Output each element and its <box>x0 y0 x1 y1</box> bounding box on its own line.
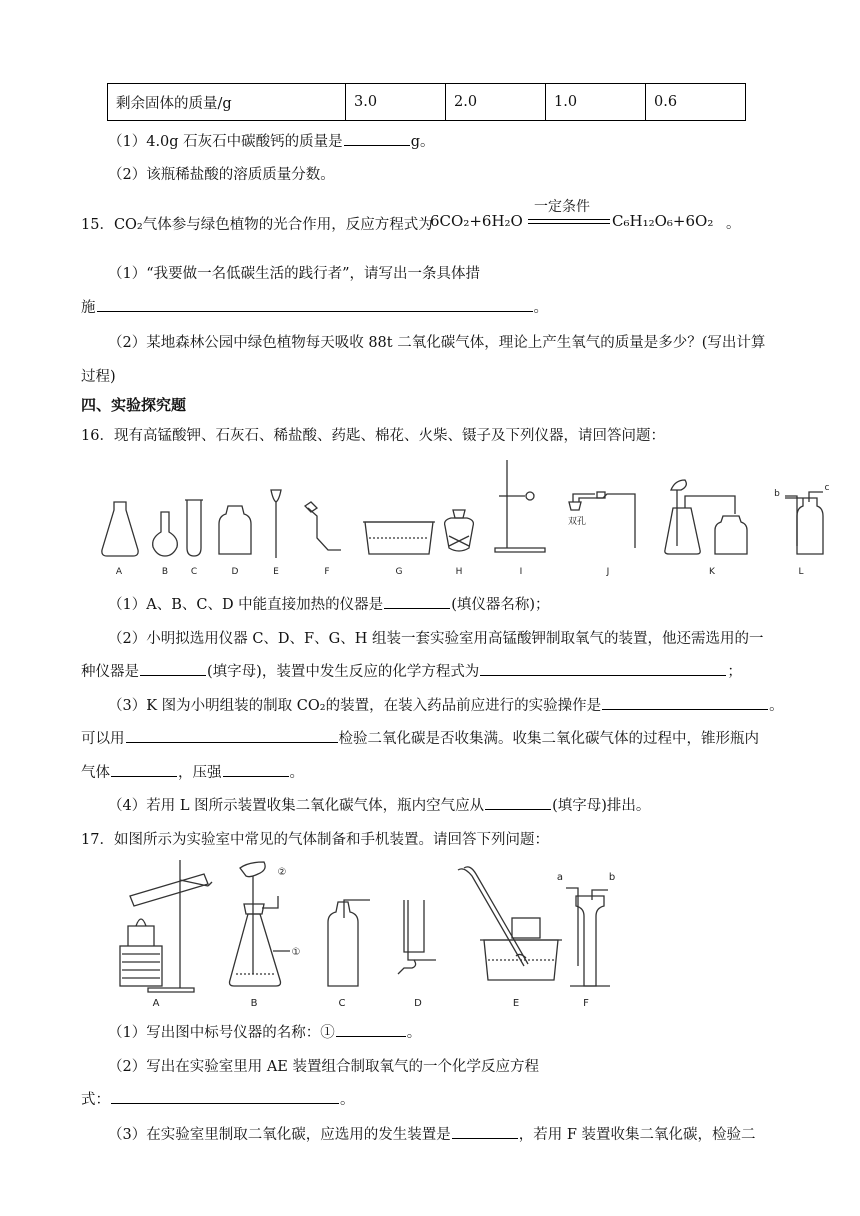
q15-stem <box>81 213 433 234</box>
label-J: J <box>606 567 610 577</box>
q16-part2-line2 <box>81 660 742 681</box>
q16-part4-hint: (填字母)排出。 <box>552 798 651 814</box>
answer-blank[interactable] <box>97 297 533 312</box>
q16-part3-text3: 检验二氧化碳是否收集满。收集二氧化碳气体的过程中，锥形瓶内 <box>338 731 759 747</box>
label-F-a: a <box>556 872 564 883</box>
q15-part1: （1）“我要做一名低碳生活的践行者”，请写出一条具体措 <box>108 266 481 282</box>
q15-part1-line2 <box>81 296 548 317</box>
q17-part1-mark: ① <box>320 1025 335 1041</box>
q16-stem: 16．现有高锰酸钾、石灰石、稀盐酸、药匙、棉花、火柴、镊子及下列仪器，请回答问题： <box>81 428 665 444</box>
q16-part3-text4: 气体 <box>81 765 110 781</box>
label-F: F <box>324 567 330 577</box>
label-double-hole: 双孔 <box>567 517 587 527</box>
q17-part1-text: （1）写出图中标号仪器的名称： <box>108 1025 321 1041</box>
q16-part3-text5: ，压强 <box>178 765 222 781</box>
q16-part3-line3 <box>81 761 304 782</box>
label-A: A <box>152 998 160 1009</box>
q15-part1-end: 。 <box>533 300 548 316</box>
label-B: B <box>250 998 258 1009</box>
q15-equation <box>430 196 800 236</box>
equation-right: C₆H₁₂O₆+6O₂ <box>612 212 714 230</box>
q16-part2-text2: (填字母)，装置中发生反应的化学方程式为 <box>207 664 480 680</box>
equation-left: 6CO₂+6H₂O <box>430 212 523 230</box>
q16-part4 <box>108 794 650 815</box>
answer-blank[interactable] <box>480 661 726 676</box>
table-cell: 0.6 <box>646 84 746 121</box>
label-L-b: b <box>774 489 780 499</box>
label-F: F <box>583 998 589 1009</box>
label-E: E <box>273 567 279 577</box>
section-heading: 四、实验探究题 <box>81 396 187 414</box>
q16-part1 <box>108 593 550 614</box>
table-cell: 3.0 <box>346 84 446 121</box>
q16-part2-text: 种仪器是 <box>81 664 139 680</box>
q17-part2-end: 。 <box>340 1092 355 1108</box>
table-row <box>108 84 746 121</box>
q17-part3 <box>108 1123 756 1144</box>
q16-apparatus-figure <box>95 450 830 585</box>
answer-blank[interactable] <box>344 131 410 146</box>
label-C: C <box>190 567 198 577</box>
q15-part1-shi: 施 <box>81 300 96 316</box>
label-D: D <box>414 998 422 1009</box>
q15-stem-text: 15．CO₂气体参与绿色植物的光合作用，反应方程式为 <box>81 217 433 233</box>
answer-blank[interactable] <box>111 1089 339 1104</box>
q17-part3-text: （3）在实验室里制取二氧化碳，应选用的发生装置是 <box>108 1127 451 1143</box>
q16-part3 <box>108 694 784 715</box>
q16-part2-end: ； <box>727 664 742 680</box>
label-L-c: c <box>824 483 830 493</box>
q16-part3-end2: 。 <box>289 765 304 781</box>
answer-blank[interactable] <box>452 1124 518 1139</box>
q16-part1-hint: (填仪器名称)； <box>451 597 550 613</box>
answer-blank[interactable] <box>336 1022 406 1037</box>
q14-part2: （2）该瓶稀盐酸的溶质质量分数。 <box>108 167 335 183</box>
label-D: D <box>231 567 239 577</box>
label-mark-1: ① <box>291 947 301 958</box>
q15-part2: （2）某地森林公园中绿色植物每天吸收 88t 二氧化碳气体，理论上产生氧气的质量是多少？(写出计算 <box>108 335 766 351</box>
q17-part2-text: 式： <box>81 1092 110 1108</box>
label-I: I <box>519 567 523 577</box>
q16-part3-end: 。 <box>769 698 784 714</box>
answer-blank[interactable] <box>602 695 768 710</box>
label-F-b: b <box>608 872 616 883</box>
q14-part1 <box>108 130 434 151</box>
answer-blank[interactable] <box>111 762 177 777</box>
answer-blank[interactable] <box>126 728 338 743</box>
q16-part1-text: （1）A、B、C、D 中能直接加热的仪器是 <box>108 597 384 613</box>
q16-part3-text: （3）K 图为小明组装的制取 CO₂的装置，在装入药品前应进行的实验操作是 <box>108 698 602 714</box>
q17-part2-line2 <box>81 1088 355 1109</box>
answer-blank[interactable] <box>485 795 551 810</box>
label-H: H <box>455 567 463 577</box>
q15-part2-line2: 过程) <box>81 369 116 385</box>
q16-part2: （2）小明拟选用仪器 C、D、F、G、H 组装一套实验室用高锰酸钾制取氧气的装置，他还需选用的一 <box>108 631 764 647</box>
label-C: C <box>338 998 346 1009</box>
label-K: K <box>709 567 715 577</box>
answer-blank[interactable] <box>384 594 450 609</box>
q17-apparatus-figure <box>108 856 628 1011</box>
equation-condition: 一定条件 <box>534 199 590 215</box>
label-B: B <box>161 567 169 577</box>
answer-blank[interactable] <box>140 661 206 676</box>
q17-part1-end: 。 <box>406 1025 422 1041</box>
q17-part2: （2）写出在实验室里用 AE 装置组合制取氧气的一个化学反应方程 <box>108 1059 539 1075</box>
equation-equals-sign <box>528 218 610 226</box>
q17-stem: 17．如图所示为实验室中常见的气体制备和手机装置。请回答下列问题： <box>81 832 549 848</box>
remaining-mass-table <box>107 83 746 121</box>
q17-part1 <box>108 1021 421 1042</box>
label-G: G <box>395 567 403 577</box>
equation-end: 。 <box>726 216 741 232</box>
label-mark-2: ② <box>277 867 287 878</box>
label-A: A <box>115 567 123 577</box>
label-E: E <box>512 998 520 1009</box>
q14-part1-text: （1）4.0g 石灰石中碳酸钙的质量是 <box>108 134 343 150</box>
table-cell: 1.0 <box>546 84 646 121</box>
q16-part3-line2 <box>81 727 759 748</box>
table-cell: 2.0 <box>446 84 546 121</box>
q16-part4-text: （4）若用 L 图所示装置收集二氧化碳气体，瓶内空气应从 <box>108 798 485 814</box>
answer-blank[interactable] <box>223 762 289 777</box>
q16-part3-text2: 可以用 <box>81 731 125 747</box>
label-L: L <box>798 567 804 577</box>
table-cell-label: 剩余固体的质量/g <box>108 84 346 121</box>
q17-part3-text2: ，若用 F 装置收集二氧化碳，检验二 <box>518 1127 756 1143</box>
q14-part1-unit: g。 <box>410 134 435 150</box>
